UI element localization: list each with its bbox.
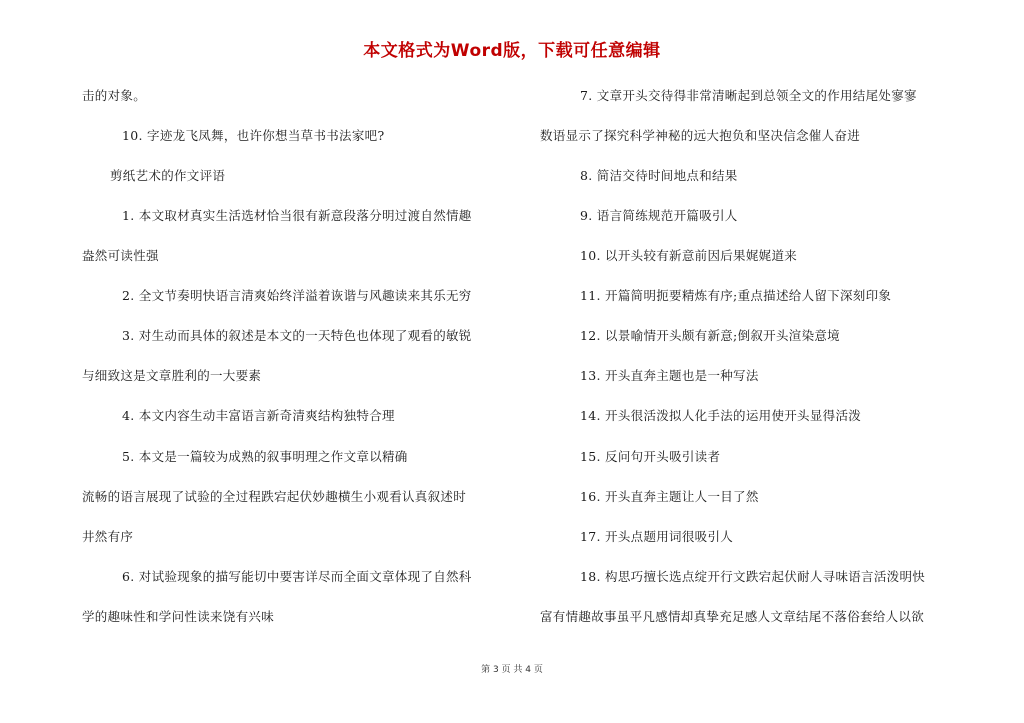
text-line: 与细致这是文章胜利的一大要素 [82, 368, 262, 383]
text-line: 14. 开头很活泼拟人化手法的运用使开头显得活泼 [580, 408, 862, 423]
text-line: 学的趣味性和学问性读来饶有兴味 [82, 609, 275, 624]
text-line: 15. 反问句开头吸引读者 [580, 449, 721, 464]
text-line: 7. 文章开头交待得非常清晰起到总领全文的作用结尾处寥寥 [580, 88, 917, 103]
text-line: 13. 开头直奔主题也是一种写法 [580, 368, 759, 383]
text-line: 2. 全文节奏明快语言清爽始终洋溢着诙谐与风趣读来其乐无穷 [122, 288, 472, 303]
text-line: 10. 字迹龙飞凤舞，也许你想当草书书法家吧? [122, 128, 385, 143]
text-line: 流畅的语言展现了试验的全过程跌宕起伏妙趣横生小观看认真叙述时 [82, 489, 467, 504]
text-line: 井然有序 [82, 529, 134, 544]
text-line: 1. 本文取材真实生活选材恰当很有新意段落分明过渡自然情趣 [122, 208, 472, 223]
text-line: 6. 对试验现象的描写能切中要害详尽而全面文章体现了自然科 [122, 569, 472, 584]
page-number-footer: 第 3 页 共 4 页 [481, 665, 543, 675]
text-line: 盎然可读性强 [82, 248, 159, 263]
text-line: 18. 构思巧擅长选点绽开行文跌宕起伏耐人寻味语言活泼明快 [580, 569, 926, 584]
text-line: 数语显示了探究科学神秘的远大抱负和坚决信念催人奋进 [540, 128, 861, 143]
text-line: 9. 语言简练规范开篇吸引人 [580, 208, 738, 223]
text-line: 击的对象。 [82, 88, 147, 103]
text-line: 17. 开头点题用词很吸引人 [580, 529, 734, 544]
text-line: 4. 本文内容生动丰富语言新奇清爽结构独特合理 [122, 408, 395, 423]
text-line: 3. 对生动而具体的叙述是本文的一天特色也体现了观看的敏锐 [122, 328, 472, 343]
text-line: 11. 开篇简明扼要精炼有序;重点描述给人留下深刻印象 [580, 288, 892, 303]
text-line: 富有情趣故事虽平凡感情却真挚充足感人文章结尾不落俗套给人以欲 [540, 609, 925, 624]
text-line: 16. 开头直奔主题让人一目了然 [580, 489, 759, 504]
text-line: 8. 简洁交待时间地点和结果 [580, 168, 738, 183]
text-line: 5. 本文是一篇较为成熟的叙事明理之作文章以精确 [122, 449, 408, 464]
header-banner: 本文格式为Word版，下载可任意编辑 [363, 41, 661, 61]
text-line: 12. 以景喻情开头颇有新意;倒叙开头渲染意境 [580, 328, 840, 343]
section-heading: 剪纸艺术的作文评语 [110, 168, 226, 183]
text-line: 10. 以开头较有新意前因后果娓娓道来 [580, 248, 798, 263]
